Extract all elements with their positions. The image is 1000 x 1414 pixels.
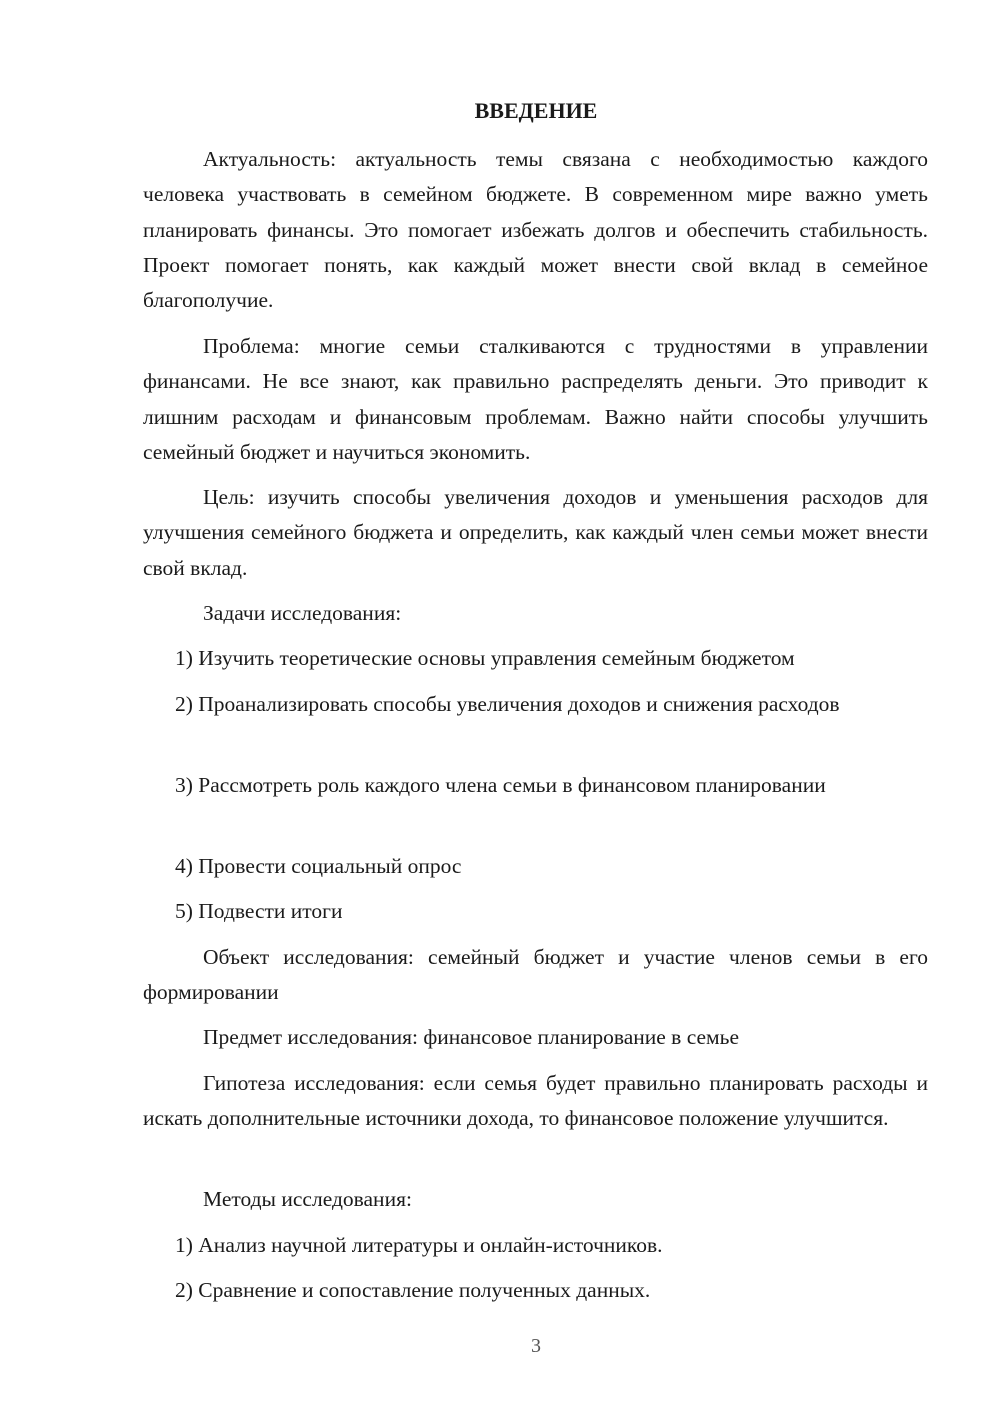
task-item-2: 2) Проанализировать способы увеличения доходов и снижения расходов (175, 692, 840, 716)
task-item-4: 4) Провести социальный опрос (175, 854, 462, 878)
methods-heading: Методы исследования: (203, 1187, 412, 1211)
paragraph-relevance: Актуальность: актуальность темы связана с необходимостью каждого человека участвовать в семейном бюджете. В современном мире важно уметь планировать финансы. Это помогает избежать долгов и обеспечить стабильность. Проект помогает понять, как каждый может внести свой вклад в семейное благополучие. (143, 147, 928, 313)
section-heading: ВВЕДЕНИЕ (474, 98, 598, 123)
paragraph-hypothesis: Гипотеза исследования: если семья будет правильно планировать расходы и искать дополнительные источники дохода, то финансовое положение улучшится. (143, 1071, 928, 1131)
task-item-5: 5) Подвести итоги (175, 899, 343, 923)
method-item-1: 1) Анализ научной литературы и онлайн-источников. (175, 1233, 663, 1257)
page-number: 3 (531, 1335, 541, 1357)
paragraph-subject: Предмет исследования: финансовое планирование в семье (203, 1025, 739, 1049)
method-item-2: 2) Сравнение и сопоставление полученных данных. (175, 1278, 651, 1302)
paragraph-goal: Цель: изучить способы увеличения доходов и уменьшения расходов для улучшения семейного бюджета и определить, как каждый член семьи может внести свой вклад. (143, 485, 928, 580)
paragraph-problem: Проблема: многие семьи сталкиваются с трудностями в управлении финансами. Не все знают, как правильно распределять деньги. Это приводит к лишним расходам и финансовым проблемам. Важно найти способы улучшить семейный бюджет и научиться экономить. (143, 334, 928, 464)
paragraph-object: Объект исследования: семейный бюджет и участие членов семьи в его формировании (143, 945, 928, 1005)
task-item-3: 3) Рассмотреть роль каждого члена семьи в финансовом планировании (175, 773, 826, 797)
tasks-heading: Задачи исследования: (203, 601, 402, 625)
task-item-1: 1) Изучить теоретические основы управления семейным бюджетом (175, 646, 795, 670)
